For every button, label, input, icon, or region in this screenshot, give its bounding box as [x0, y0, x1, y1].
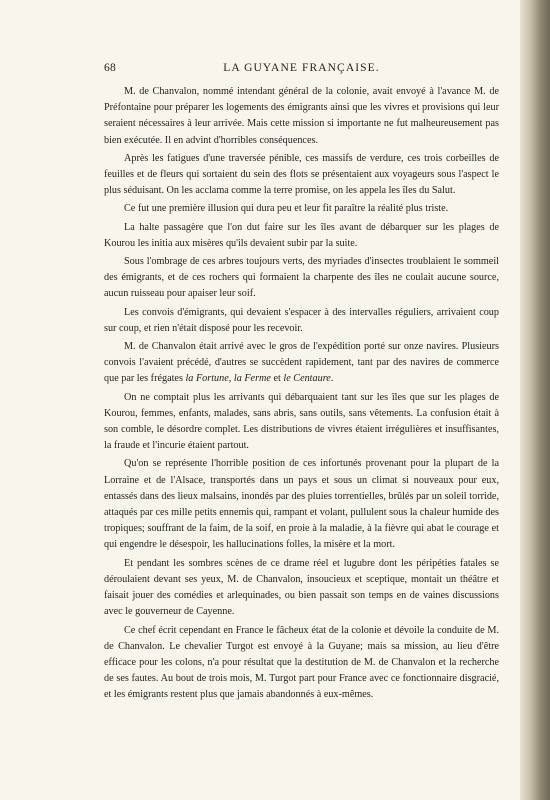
- paragraph-2: Après les fatigues d'une traversée pénible, ces massifs de verdure, ces trois corbeilles de feuilles et de fleurs qui sortaient du sein des flots se présentaient aux voyageurs sous l'aspect le plus séduisant. On les acclama comme la terre promise, on les appela les îles du Salut.: [104, 152, 499, 197]
- running-title: LA GUYANE FRANÇAISE.: [223, 62, 380, 74]
- paragraph-8: On ne comptait plus les arrivants qui débarquaient tant sur les îles que sur les plages de Kourou, femmes, enfants, malades, sans abris, sans outils, sans vêtements. La confusion était à son comble, le désordre complet. Les distributions de vivres étaient irrégulières et insuffisantes, la fraude et l'incurie étaient partout.: [104, 391, 499, 452]
- paragraph-10: Et pendant les sombres scènes de ce drame réel et lugubre dont les péripéties fatales se déroulaient devant ses yeux, M. de Chanvalon, insoucieux et sceptique, montait un théâtre et faisait jouer des comédies et arlequinades, ou bien passait son temps en de vaines discussions avec le gouverneur de Cayenne.: [104, 557, 499, 618]
- paragraph-3: Ce fut une première illusion qui dura peu et leur fit paraître la réalité plus triste.: [124, 203, 449, 215]
- ship-name-le-centaure: le Centaure: [283, 373, 331, 385]
- paragraph-7-ending: .: [330, 373, 334, 385]
- paragraph-4: La halte passagère que l'on dut faire sur les îles avant de débarquer sur les plages de Kourou les initia aux misères qu'ils devaient subir par la suite.: [104, 221, 499, 249]
- paragraph-7-separator-2: et: [270, 373, 284, 385]
- body-text: [104, 84, 499, 704]
- page-header: [104, 62, 499, 78]
- page-number: 68: [104, 62, 116, 74]
- paragraph-5: Sous l'ombrage de ces arbres toujours verts, des myriades d'insectes troublaient le sommeil des émigrants, et de ces rochers qui formaient la charpente des îles ne coulait aucune source, aucun ruisseau pour apaiser leur soif.: [104, 256, 499, 300]
- page-binding-edge: [520, 0, 550, 800]
- paragraph-7-text: M. de Chanvalon était arrivé avec le gros de l'expédition porté sur onze navires. Plusieurs convois l'avaient précédé, d'autres se succèdent rapidement, tant par des navires de commerce que par les frégates: [104, 341, 499, 385]
- paragraph-7: [104, 339, 499, 388]
- paragraph-7-separator-1: ,: [228, 373, 234, 385]
- ship-name-la-fortune: la Fortune: [185, 373, 229, 385]
- paragraph-11: Ce chef écrit cependant en France le fâcheux état de la colonie et dévoile la conduite de M. de Chanvalon. Le chevalier Turgot est envoyé à la Guyane; mais sa mission, au lieu d'être efficace pour les colons, n'a pour résultat que la destitution de M. de Chanvalon et la recherche de ses fautes. Au bout de trois mois, M. Turgot part pour France avec ce fonctionnaire disgracié, et les émigrants restent plus que jamais abandonnés à eux-mêmes.: [104, 624, 499, 701]
- paragraph-1: M. de Chanvalon, nommé intendant général de la colonie, avait envoyé à l'avance M. de Préfontaine pour préparer les logements des émigrants ainsi que les vivres et provisions qui leur seraient nécessaires à leur arrivée. Mais cette mission si importante ne fut malheureusement pas bien exécutée. Il en advint d'horribles conséquences.: [104, 86, 499, 146]
- ship-name-la-ferme: la Ferme: [233, 373, 271, 385]
- paragraph-9: Qu'on se représente l'horrible position de ces infortunés provenant pour la plupart de la Lorraine et de l'Alsace, transportés dans un pays et sous un climat si nouveaux pour eux, entassés dans des lieux malsains, inondés par des pluies torrentielles, brûlés par un soleil torride, attaqués par ces mille petits ennemis qui, rampant et volant, pullulent sous la chaleur humide des tropiques; souffrant de la faim, de la soif, en proie à la maladie, à la fièvre qui abat le courage et qui engendre le désespoir, les hallucinations folles, la misère et la mort.: [104, 458, 499, 551]
- paragraph-6: Les convois d'émigrants, qui devaient s'espacer à des intervalles réguliers, arrivaient coup sur coup, et rien n'était disposé pour les recevoir.: [104, 306, 499, 334]
